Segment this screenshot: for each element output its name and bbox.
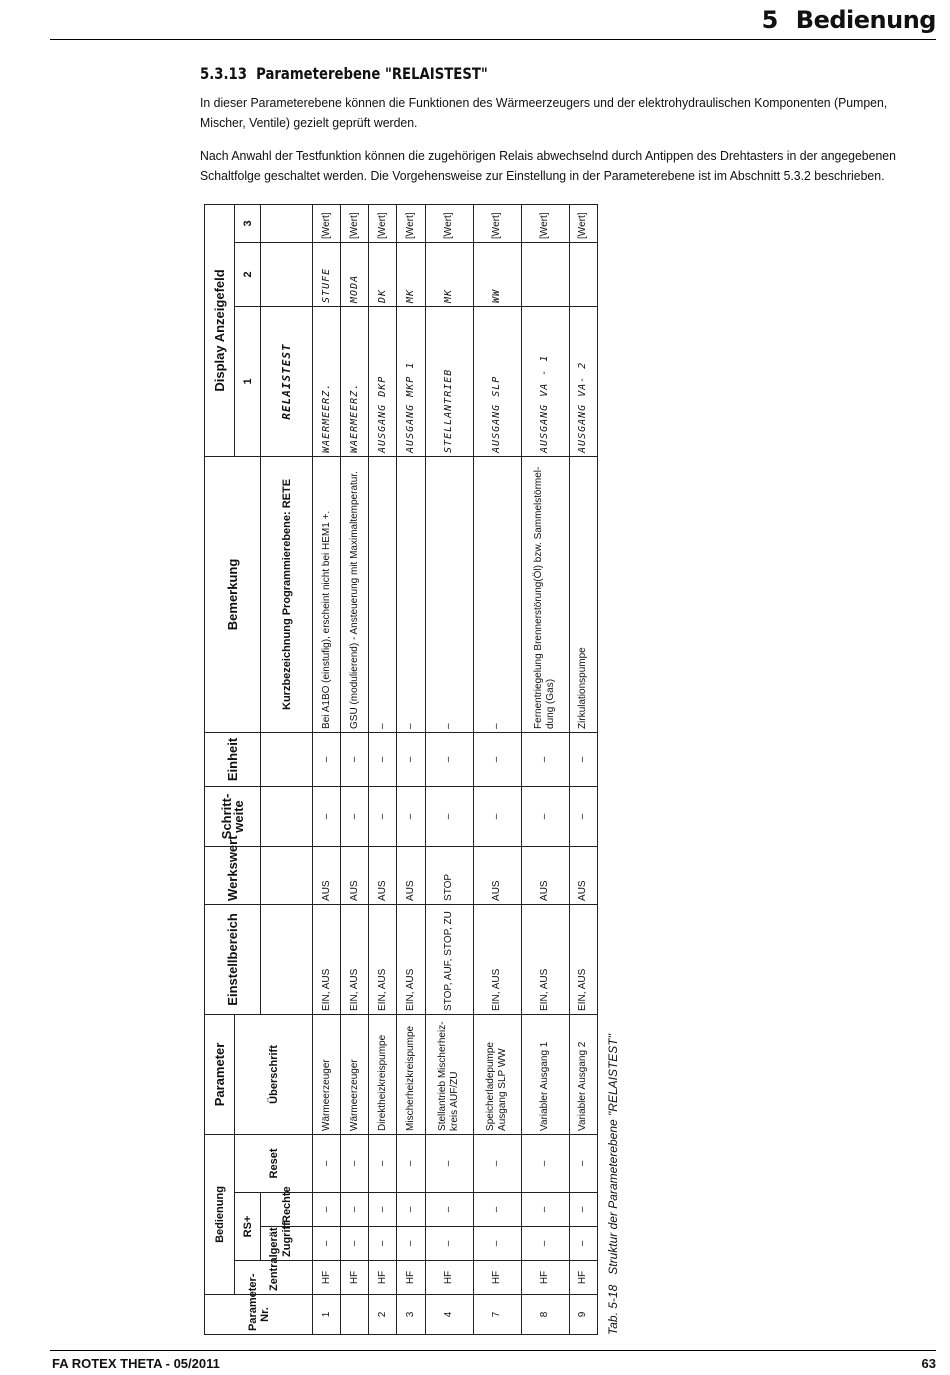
- row-rechte: –: [313, 1193, 341, 1227]
- row-werkswert: AUS: [313, 846, 341, 904]
- row-nr: [341, 1295, 369, 1335]
- row-einstellbereich: EIN, AUS: [569, 904, 597, 1014]
- header-bedienung: Bedienung: [205, 1134, 235, 1294]
- row-display-3: [Wert]: [425, 204, 473, 242]
- chapter-title: Bedienung: [795, 6, 936, 34]
- row-schrittweite: –: [397, 786, 425, 846]
- table-row: [341, 204, 369, 1334]
- table-row: [313, 204, 341, 1334]
- row-display-2: MK: [425, 242, 473, 306]
- row-rechte: –: [473, 1193, 521, 1227]
- row-einheit: –: [473, 732, 521, 786]
- row-bemerkung: –: [425, 456, 473, 732]
- row-einheit: –: [341, 732, 369, 786]
- page-header: [0, 0, 950, 40]
- row-schrittweite: –: [341, 786, 369, 846]
- header-werkswert: Werkswert: [205, 846, 261, 904]
- row-nr: 8: [521, 1295, 569, 1335]
- row-ueberschrift: Direktheizkreispumpe: [369, 1014, 397, 1134]
- row-ueberschrift: Variabler Ausgang 1: [521, 1014, 569, 1134]
- table-row: [425, 204, 473, 1334]
- caption-text: Struktur der Parameterebene "RELAISTEST": [606, 1034, 620, 1275]
- row-reset: –: [521, 1134, 569, 1192]
- section-title: [200, 64, 488, 83]
- header-display-1: 1: [235, 306, 261, 456]
- row-schrittweite: –: [473, 786, 521, 846]
- row-einheit: –: [397, 732, 425, 786]
- row-schrittweite: –: [425, 786, 473, 846]
- row-einheit: –: [569, 732, 597, 786]
- row-display-2: WW: [473, 242, 521, 306]
- row-werkswert: AUS: [473, 846, 521, 904]
- row-display-2: MK: [397, 242, 425, 306]
- row-display-1: STELLANTRIEB: [425, 306, 473, 456]
- row-zugriff: –: [473, 1227, 521, 1261]
- row-rechte: –: [569, 1193, 597, 1227]
- row-einheit: –: [313, 732, 341, 786]
- row-zentralgeraet: HF: [569, 1261, 597, 1295]
- row-zugriff: –: [341, 1227, 369, 1261]
- footer-rule: [50, 1350, 936, 1351]
- section-title-text: Parameterebene "RELAISTEST": [256, 64, 488, 83]
- row-bemerkung: –: [397, 456, 425, 732]
- row-schrittweite: –: [369, 786, 397, 846]
- row-einstellbereich: EIN, AUS: [369, 904, 397, 1014]
- table-row: [569, 204, 597, 1334]
- table-row: [473, 204, 521, 1334]
- row-display-2: STUFE: [313, 242, 341, 306]
- row-einheit: –: [521, 732, 569, 786]
- header-bemerkung: Bemerkung: [205, 456, 261, 732]
- row-display-3: [Wert]: [369, 204, 397, 242]
- header-display: Display Anzeigefeld: [205, 204, 235, 456]
- header-zugriff: Zugriff: [261, 1227, 313, 1261]
- row-reset: –: [397, 1134, 425, 1192]
- row-display-1: WAERMEERZ.: [313, 306, 341, 456]
- row-zentralgeraet: HF: [313, 1261, 341, 1295]
- row-werkswert: AUS: [521, 846, 569, 904]
- row-display-1: AUSGANG DKP: [369, 306, 397, 456]
- header-rs-plus: RS+: [235, 1193, 261, 1261]
- caption-label: Tab. 5-18: [606, 1284, 620, 1335]
- row-bemerkung: Fernentriegelung Brennerstörung(Öl) bzw. Sammelstörmel-dung (Gas): [521, 456, 569, 732]
- row-werkswert: AUS: [369, 846, 397, 904]
- row-bemerkung: –: [473, 456, 521, 732]
- parameter-table-rotated: [204, 205, 598, 1335]
- row-werkswert: AUS: [341, 846, 369, 904]
- parameter-table: [204, 204, 598, 1335]
- header-parameter: Parameter: [205, 1014, 235, 1134]
- row-einstellbereich: EIN, AUS: [341, 904, 369, 1014]
- intro-paragraph: In dieser Parameterebene können die Funktionen des Wärmeerzeugers und der elektrohydraulischen Komponenten (Pumpen, Mischer, Ventile) gezielt geprüft werden.: [200, 95, 888, 130]
- row-display-3: [Wert]: [341, 204, 369, 242]
- table-caption: [606, 1034, 620, 1335]
- row-einstellbereich: EIN, AUS: [521, 904, 569, 1014]
- instructions-paragraph: Nach Anwahl der Testfunktion können die zugehörigen Relais abwechselnd durch Antippen des Drehtasters in der angegebenen Schaltfolge geschaltet werden. Die Vorgehensweise zur Einstellung in der Parameterebene ist im Abschnitt 5.3.2 beschrieben.: [200, 148, 896, 183]
- group-display-1: RELAISTEST: [261, 306, 313, 456]
- header-reset: Reset: [235, 1134, 313, 1192]
- header-schrittweite: Schritt-weite: [205, 786, 261, 846]
- row-nr: 1: [313, 1295, 341, 1335]
- row-display-3: [Wert]: [313, 204, 341, 242]
- row-reset: –: [313, 1134, 341, 1192]
- row-zugriff: –: [313, 1227, 341, 1261]
- row-nr: 9: [569, 1295, 597, 1335]
- row-ueberschrift: Stellantrieb Mischerheiz-kreis AUF/ZU: [425, 1014, 473, 1134]
- row-rechte: –: [521, 1193, 569, 1227]
- row-reset: –: [569, 1134, 597, 1192]
- row-display-1: AUSGANG VA - 1: [521, 306, 569, 456]
- section-number: 5.3.13: [200, 64, 247, 83]
- row-werkswert: STOP: [425, 846, 473, 904]
- table-row: [369, 204, 397, 1334]
- row-reset: –: [473, 1134, 521, 1192]
- row-display-2: DK: [369, 242, 397, 306]
- row-zugriff: –: [569, 1227, 597, 1261]
- row-display-3: [Wert]: [473, 204, 521, 242]
- header-display-2: 2: [235, 242, 261, 306]
- row-display-1: WAERMEERZ.: [341, 306, 369, 456]
- header-zentralgeraet: Zentralgerät: [235, 1261, 313, 1295]
- row-display-3: [Wert]: [521, 204, 569, 242]
- chapter-heading: [762, 6, 936, 34]
- chapter-number: 5: [761, 6, 778, 34]
- row-ueberschrift: Speicherladepumpe Ausgang SLP WW: [473, 1014, 521, 1134]
- row-zugriff: –: [521, 1227, 569, 1261]
- header-rechte: Rechte: [261, 1193, 313, 1227]
- row-werkswert: AUS: [569, 846, 597, 904]
- row-einheit: –: [369, 732, 397, 786]
- row-rechte: –: [341, 1193, 369, 1227]
- row-nr: 4: [425, 1295, 473, 1335]
- row-nr: 7: [473, 1295, 521, 1335]
- header-einstellbereich: Einstellbereich: [205, 904, 261, 1014]
- row-nr: 3: [397, 1295, 425, 1335]
- row-zentralgeraet: HF: [397, 1261, 425, 1295]
- row-zugriff: –: [369, 1227, 397, 1261]
- row-schrittweite: –: [313, 786, 341, 846]
- page-number: 63: [921, 1356, 936, 1371]
- row-einheit: –: [425, 732, 473, 786]
- row-zentralgeraet: HF: [521, 1261, 569, 1295]
- row-rechte: –: [425, 1193, 473, 1227]
- header-param-nr: Parameter-Nr.: [205, 1295, 313, 1335]
- row-display-1: AUSGANG SLP: [473, 306, 521, 456]
- row-ueberschrift: Mischerheizkreispumpe: [397, 1014, 425, 1134]
- header-ueberschrift: Überschrift: [235, 1014, 313, 1134]
- row-nr: 2: [369, 1295, 397, 1335]
- row-bemerkung: –: [369, 456, 397, 732]
- row-reset: –: [425, 1134, 473, 1192]
- row-werkswert: AUS: [397, 846, 425, 904]
- table-row: [521, 204, 569, 1334]
- row-bemerkung: Bei A1BO (einstufig), erscheint nicht bei HEM1 +.: [313, 456, 341, 732]
- row-ueberschrift: Wärmeerzeuger: [313, 1014, 341, 1134]
- row-zentralgeraet: HF: [369, 1261, 397, 1295]
- row-ueberschrift: Variabler Ausgang 2: [569, 1014, 597, 1134]
- row-zugriff: –: [425, 1227, 473, 1261]
- row-zentralgeraet: HF: [341, 1261, 369, 1295]
- row-display-2: [569, 242, 597, 306]
- row-schrittweite: –: [569, 786, 597, 846]
- row-bemerkung: Zirkulationspumpe: [569, 456, 597, 732]
- header-rule: [50, 39, 936, 40]
- row-display-2: MODA: [341, 242, 369, 306]
- footer-document-id: FA ROTEX THETA - 05/2011: [52, 1356, 220, 1371]
- row-schrittweite: –: [521, 786, 569, 846]
- group-bemerkung: Kurzbezeichnung Programmierebene: RETE: [261, 456, 313, 732]
- header-display-3: 3: [235, 204, 261, 242]
- table-row: [397, 204, 425, 1334]
- row-rechte: –: [397, 1193, 425, 1227]
- row-ueberschrift: Wärmeerzeuger: [341, 1014, 369, 1134]
- row-display-1: AUSGANG MKP 1: [397, 306, 425, 456]
- row-rechte: –: [369, 1193, 397, 1227]
- row-einstellbereich: EIN, AUS: [397, 904, 425, 1014]
- row-reset: –: [341, 1134, 369, 1192]
- row-display-1: AUSGANG VA- 2: [569, 306, 597, 456]
- row-einstellbereich: STOP, AUF, STOP, ZU: [425, 904, 473, 1014]
- row-zugriff: –: [397, 1227, 425, 1261]
- row-zentralgeraet: HF: [473, 1261, 521, 1295]
- row-display-3: [Wert]: [569, 204, 597, 242]
- row-zentralgeraet: HF: [425, 1261, 473, 1295]
- row-reset: –: [369, 1134, 397, 1192]
- row-display-3: [Wert]: [397, 204, 425, 242]
- row-einstellbereich: EIN, AUS: [473, 904, 521, 1014]
- row-display-2: [521, 242, 569, 306]
- row-einstellbereich: EIN, AUS: [313, 904, 341, 1014]
- row-bemerkung: GSU (modulierend) - Ansteuerung mit Maximaltemperatur.: [341, 456, 369, 732]
- header-einheit: Einheit: [205, 732, 261, 786]
